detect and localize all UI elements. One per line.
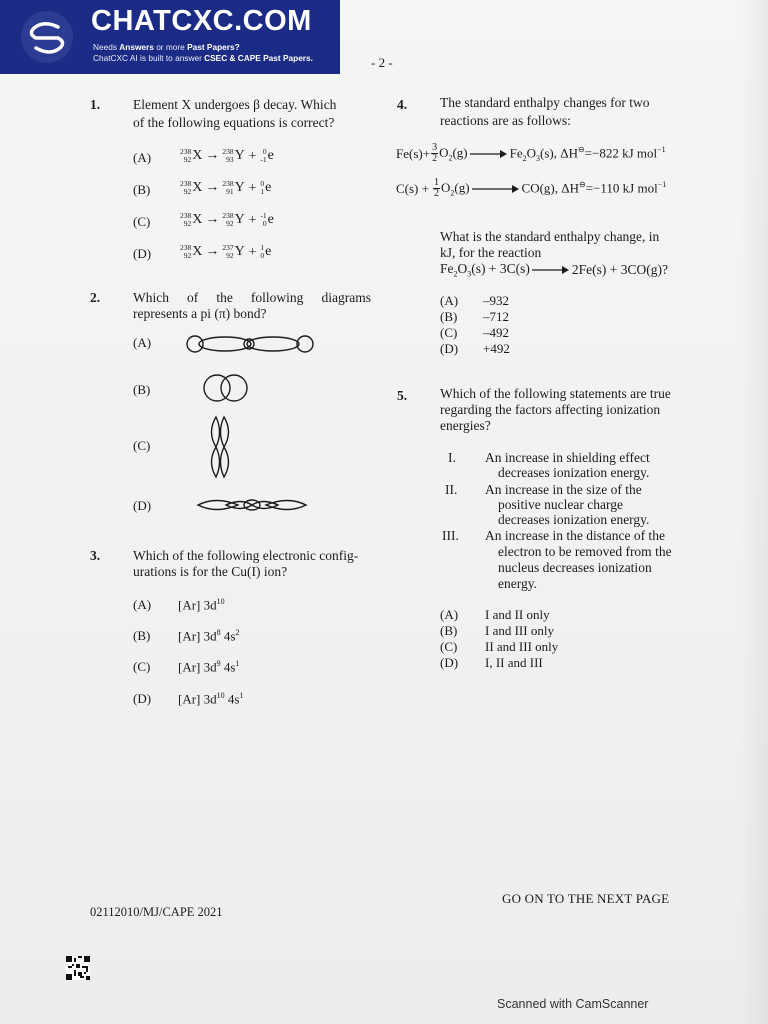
q5-option-label[interactable]: (A) [440,607,459,622]
q3-stem-line-1: Which of the following electronic config- [133,548,359,563]
q5-option-label[interactable]: (D) [440,655,459,670]
q4-number: 4. [397,97,408,112]
camscanner-watermark: Scanned with CamScanner [497,997,649,1011]
q5-option-value: I and II only [485,607,550,622]
q4-question-line-2: kJ, for the reaction [440,245,542,260]
q2-option-b-label[interactable]: (B) [133,382,151,397]
q1-stem-line-2: of the following equations is correct? [133,115,335,130]
q1-option-label[interactable]: (D) [133,246,152,261]
q5-stem-line-2: regarding the factors affecting ionization [440,402,661,417]
q1-stem-line-1: Element X undergoes β decay. Which [133,97,337,112]
q1-option-label[interactable]: (C) [133,214,151,229]
q4-question-line-1: What is the standard enthalpy change, in [440,229,660,244]
q2-option-d-orbital-diagram [196,496,308,514]
q5-option-value: I and III only [485,623,554,638]
q2-stem-line-2: represents a pi (π) bond? [133,306,267,321]
banner-line-1: Needs Answers or more Past Papers? [93,42,240,52]
q3-number: 3. [90,548,101,563]
q5-number: 5. [397,388,408,403]
q5-statement-2-line-2: positive nuclear charge [498,497,623,512]
q3-option-label[interactable]: (A) [133,597,152,612]
q4-option-label[interactable]: (B) [440,309,458,324]
q1-option-equation: 238 92 X → 238 92 Y + -1 0 e [180,211,274,228]
q2-option-b-orbital-diagram [200,372,252,404]
chatcxc-logo-icon [14,10,80,64]
q3-option-label[interactable]: (C) [133,659,151,674]
q4-stem-line-2: reactions are as follows: [440,113,571,128]
go-on-notice: GO ON TO THE NEXT PAGE [502,891,670,906]
reaction-arrow-icon [532,265,570,275]
q4-option-value: –712 [483,309,509,324]
q4-option-label[interactable]: (D) [440,341,459,356]
q5-statement-3-roman: III. [442,528,459,543]
q2-number: 2. [90,290,101,305]
q2-option-c-orbital-diagram [205,414,235,480]
q3-option-configuration: [Ar] $3d^9$ $4s^1$ [178,659,240,675]
q4-stem-line-1: The standard enthalpy changes for two [440,95,650,110]
banner-line-2: ChatCXC AI is built to answer CSEC & CAPE Past Papers. [93,53,313,63]
q1-option-equation: 238 92 X → 237 92 Y + 1 0 e [180,243,272,260]
q5-statement-2-line-3: decreases ionization energy. [498,512,650,527]
reaction-arrow-icon [472,184,520,194]
reaction-arrow-icon [470,149,508,159]
q5-statement-3-line-4: energy. [498,576,537,591]
q5-option-value: I, II and III [485,655,543,670]
q4-option-label[interactable]: (A) [440,293,459,308]
q4-option-value: –492 [483,325,509,340]
q3-option-configuration: [Ar] $3d^{10}$ [178,597,225,613]
q5-stem-line-1: Which of the following statements are true [440,386,671,401]
q1-option-equation: 238 92 X → 238 91 Y + 0 1 e [180,179,272,196]
q3-stem-line-2: urations is for the Cu(I) ion? [133,564,288,579]
chatcxc-banner[interactable] [0,0,340,74]
q5-option-value: II and III only [485,639,559,654]
qr-code-icon [66,956,90,980]
q2-option-c-label[interactable]: (C) [133,438,151,453]
q4-option-label[interactable]: (C) [440,325,458,340]
q2-option-d-label[interactable]: (D) [133,498,152,513]
q2-option-a-label[interactable]: (A) [133,335,152,350]
q5-statement-3-line-1: An increase in the distance of the [485,528,665,543]
paper-code: 02112010/MJ/CAPE 2021 [90,905,223,919]
q3-option-label[interactable]: (D) [133,691,152,706]
q3-option-label[interactable]: (B) [133,628,151,643]
q5-statement-2-roman: II. [445,482,458,497]
q5-option-label[interactable]: (B) [440,623,458,638]
q1-option-label[interactable]: (B) [133,182,151,197]
q5-statement-2-line-1: An increase in the size of the [485,482,642,497]
page-edge-shadow [740,0,768,1024]
q5-statement-1-roman: I. [448,450,456,465]
q4-equation-1: Fe(s)+ $\frac{3}{2}$ $O_2(g)$ $Fe_2O_3(s)$, ΔH⊖=−822 kJ mol$^{-1}$ [396,142,666,164]
q1-option-label[interactable]: (A) [133,150,152,165]
q5-statement-3-line-2: electron to be removed from the [498,544,672,559]
q4-option-value: –932 [483,293,509,308]
q1-number: 1. [90,97,101,112]
q3-option-configuration: [Ar] $3d^{10}$ $4s^1$ [178,691,244,707]
q1-option-equation: 238 92 X → 238 93 Y + 0 -1 e [180,147,274,164]
banner-brand: CHATCXC.COM [91,5,312,37]
q5-stem-line-3: energies? [440,418,491,433]
q4-target-reaction: $Fe_2O_3(s) + 3C(s)$ 2Fe(s) + 3CO(g)? [440,261,668,279]
q4-option-value: +492 [483,341,510,356]
page-number: - 2 - [371,55,393,70]
q2-stem-line-1: Which of the following diagrams [133,290,371,305]
q5-option-label[interactable]: (C) [440,639,458,654]
q5-statement-1-line-1: An increase in shielding effect [485,450,650,465]
q5-statement-3-line-3: nucleus decreases ionization [498,560,652,575]
q3-option-configuration: [Ar] $3d^8$ $4s^2$ [178,628,240,644]
q5-statement-1-line-2: decreases ionization energy. [498,465,650,480]
q4-equation-2: C(s) + $\frac{1}{2}$ $O_2(g)$ CO(g), ΔH⊖=−110 kJ mol$^{-1}$ [396,177,667,199]
q2-option-a-orbital-diagram [185,332,315,356]
